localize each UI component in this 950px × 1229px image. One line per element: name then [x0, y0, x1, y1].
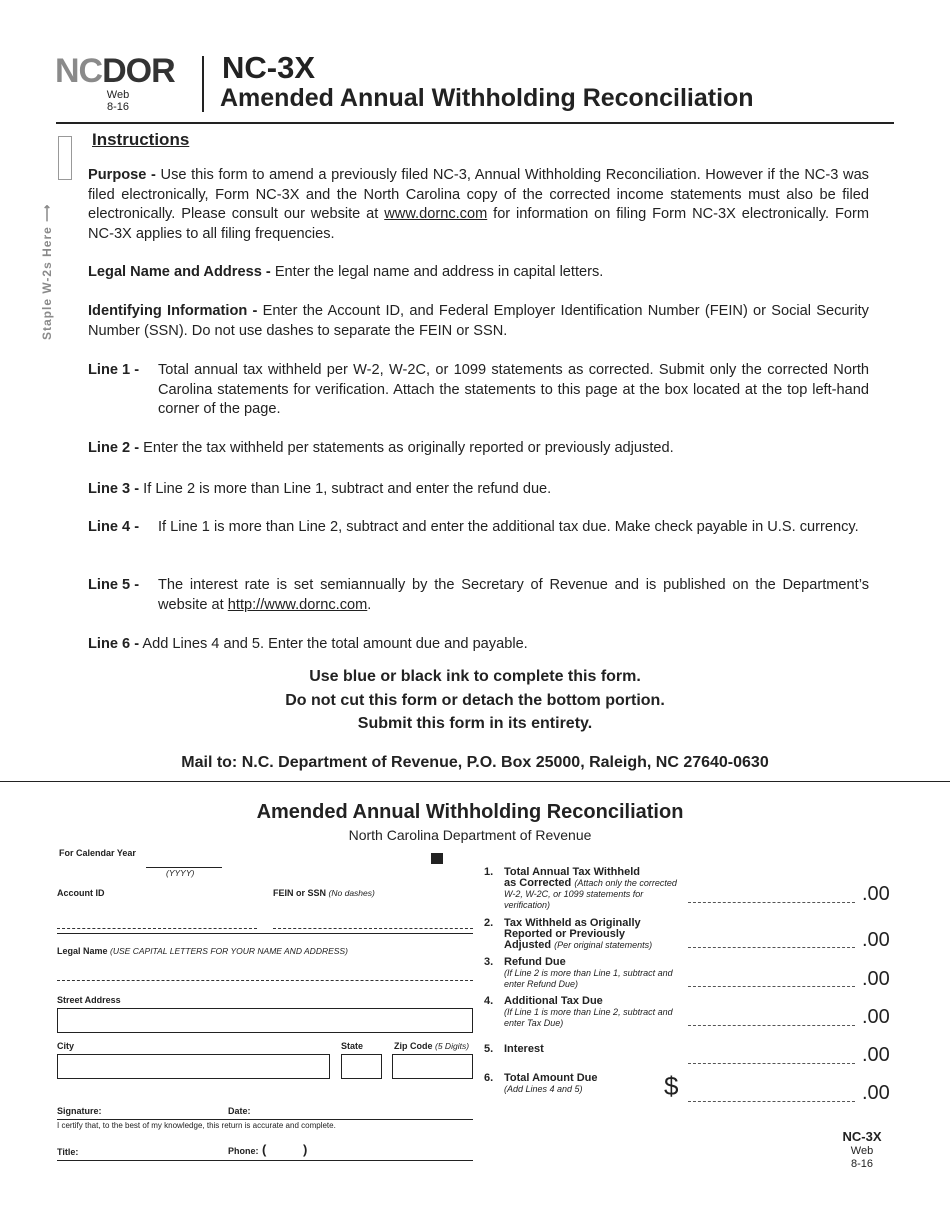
form-line-2: 2. Tax Withheld as Originally Reported or Previously Adjusted (Per original statements) — [484, 917, 653, 951]
certify-text: I certify that, to the best of my knowledge, this return is accurate and complete. — [57, 1121, 336, 1130]
title-phone-field[interactable] — [57, 1160, 473, 1161]
zip-label: Zip Code (5 Digits) — [394, 1041, 470, 1051]
signature-label: Signature: — [57, 1106, 102, 1116]
instruction-line-3: Line 3 - If Line 2 is more than Line 1, subtract and enter the refund due. — [88, 481, 552, 497]
section-divider — [0, 781, 950, 782]
purpose-paragraph: Purpose - Use this form to amend a previously filed NC-3, Annual Withholding Reconciliation. However if the NC-3 was filed electronically, Form NC-3X and the North Carolina copy of the corrected income statements must also be filed electronically. Please consult our website at www.dornc.com for information on filing Form NC-3X electronically. Form NC-3X applies to all filing frequencies. — [88, 167, 869, 242]
arrow-icon: ⟶ — [40, 203, 54, 222]
id-rule — [57, 933, 473, 934]
state-input[interactable] — [341, 1054, 382, 1079]
legal-name-label: Legal Name (USE CAPITAL LETTERS FOR YOUR NAME AND ADDRESS) — [57, 946, 348, 956]
instruction-line-4: Line 4 - If Line 1 is more than Line 2, subtract and enter the additional tax due. Make check payable in U.S. currency. — [88, 519, 859, 535]
identifying-paragraph: Identifying Information - Enter the Account ID, and Federal Employer Identification Number (FEIN) or Social Security Number (SSN). Do not use dashes to separate the FEIN or SSN. — [88, 303, 869, 339]
footer-revision: NC-3X Web 8-16 — [842, 1129, 882, 1170]
staple-label: Staple W-2s Here ⟶ — [40, 203, 54, 340]
form-line-4: 4. Additional Tax Due (If Line 1 is more than Line 2, subtract and enter Tax Due) — [484, 995, 673, 1028]
interest-link[interactable]: http://www.dornc.com — [227, 596, 368, 613]
account-id-label: Account ID — [57, 888, 105, 898]
form-line-3: 3. Refund Due (If Line 2 is more than Line 1, subtract and enter Refund Due) — [484, 956, 673, 989]
phone-label: Phone: — [228, 1146, 259, 1156]
line-1-amount-field[interactable] — [688, 892, 855, 903]
line-6-amount-field[interactable] — [688, 1091, 855, 1102]
form-number: NC-3X — [222, 50, 316, 85]
city-label: City — [57, 1041, 75, 1051]
street-label: Street Address — [57, 995, 121, 1005]
zip-input[interactable] — [392, 1054, 473, 1079]
line-1-cents: .00 — [862, 883, 890, 905]
mail-address: Mail to: N.C. Department of Revenue, P.O. Box 25000, Raleigh, NC 27640-0630 — [181, 754, 769, 771]
header-rule — [56, 122, 894, 124]
yyyy-hint: (YYYY) — [166, 868, 195, 878]
instruction-line-5: Line 5 - The interest rate is set semiannually by the Secretary of Revenue and is published on the Department’s website at http://www.dornc.com. — [88, 577, 869, 613]
line-6-cents: .00 — [862, 1082, 890, 1104]
state-label: State — [341, 1041, 364, 1051]
fein-field[interactable] — [273, 922, 473, 929]
website-link[interactable]: www.dornc.com — [384, 206, 488, 222]
instruction-line-6: Line 6 - Add Lines 4 and 5. Enter the total amount due and payable. — [88, 636, 528, 652]
line-5-cents: .00 — [862, 1044, 890, 1066]
header-divider — [202, 56, 204, 112]
form-line-6: 6. Total Amount Due (Add Lines 4 and 5) — [484, 1072, 598, 1094]
street-address-input[interactable] — [57, 1008, 473, 1033]
line-5-amount-field[interactable] — [688, 1053, 855, 1064]
ink-notes: Use blue or black ink to complete this form. Do not cut this form or detach the bottom portion. Submit this form in its entirety. — [285, 668, 665, 732]
form-line-5: 5. Interest — [484, 1043, 544, 1055]
line-2-cents: .00 — [862, 929, 890, 951]
ncdor-logo: NCDOR — [55, 52, 175, 90]
line-4-cents: .00 — [862, 1006, 890, 1028]
calendar-year-field[interactable] — [146, 861, 222, 868]
staple-box — [58, 136, 72, 180]
logo-revision: Web 8-16 — [106, 89, 130, 113]
form-section-title: Amended Annual Withholding Reconciliation — [256, 801, 684, 823]
scan-marker — [431, 853, 443, 864]
form-section-subtitle: North Carolina Department of Revenue — [348, 827, 592, 843]
instruction-line-1: Line 1 - Total annual tax withheld per W-2, W-2C, or 1099 statements as corrected. Submit only the corrected North Carolina statements for verification. Attach the statements to this page at the box located at the top left-hand corner of the page. — [88, 362, 869, 417]
phone-open-paren: ( — [262, 1142, 267, 1157]
calendar-year-label: For Calendar Year — [59, 848, 136, 858]
line-3-cents: .00 — [862, 968, 890, 990]
account-id-field[interactable] — [57, 922, 257, 929]
legal-paragraph: Legal Name and Address - Enter the legal name and address in capital letters. — [88, 264, 604, 280]
instructions-heading: Instructions — [92, 130, 190, 149]
legal-name-field[interactable] — [57, 974, 473, 981]
phone-close-paren: ) — [303, 1142, 308, 1157]
line-4-amount-field[interactable] — [688, 1015, 855, 1026]
fein-label: FEIN or SSN (No dashes) — [273, 888, 375, 898]
instruction-line-2: Line 2 - Enter the tax withheld per statements as originally reported or previously adjusted. — [88, 440, 674, 456]
line-2-amount-field[interactable] — [688, 937, 855, 948]
form-line-1: 1. Total Annual Tax Withheld as Corrected (Attach only the corrected W-2, W-2C, or 1099 statements for verification) — [484, 866, 677, 910]
city-input[interactable] — [57, 1054, 330, 1079]
signature-field[interactable] — [57, 1119, 473, 1120]
date-label: Date: — [228, 1106, 251, 1116]
form-title: Amended Annual Withholding Reconciliation — [220, 84, 754, 112]
line-3-amount-field[interactable] — [688, 976, 855, 987]
title-label: Title: — [57, 1147, 79, 1157]
dollar-sign: $ — [664, 1071, 679, 1101]
